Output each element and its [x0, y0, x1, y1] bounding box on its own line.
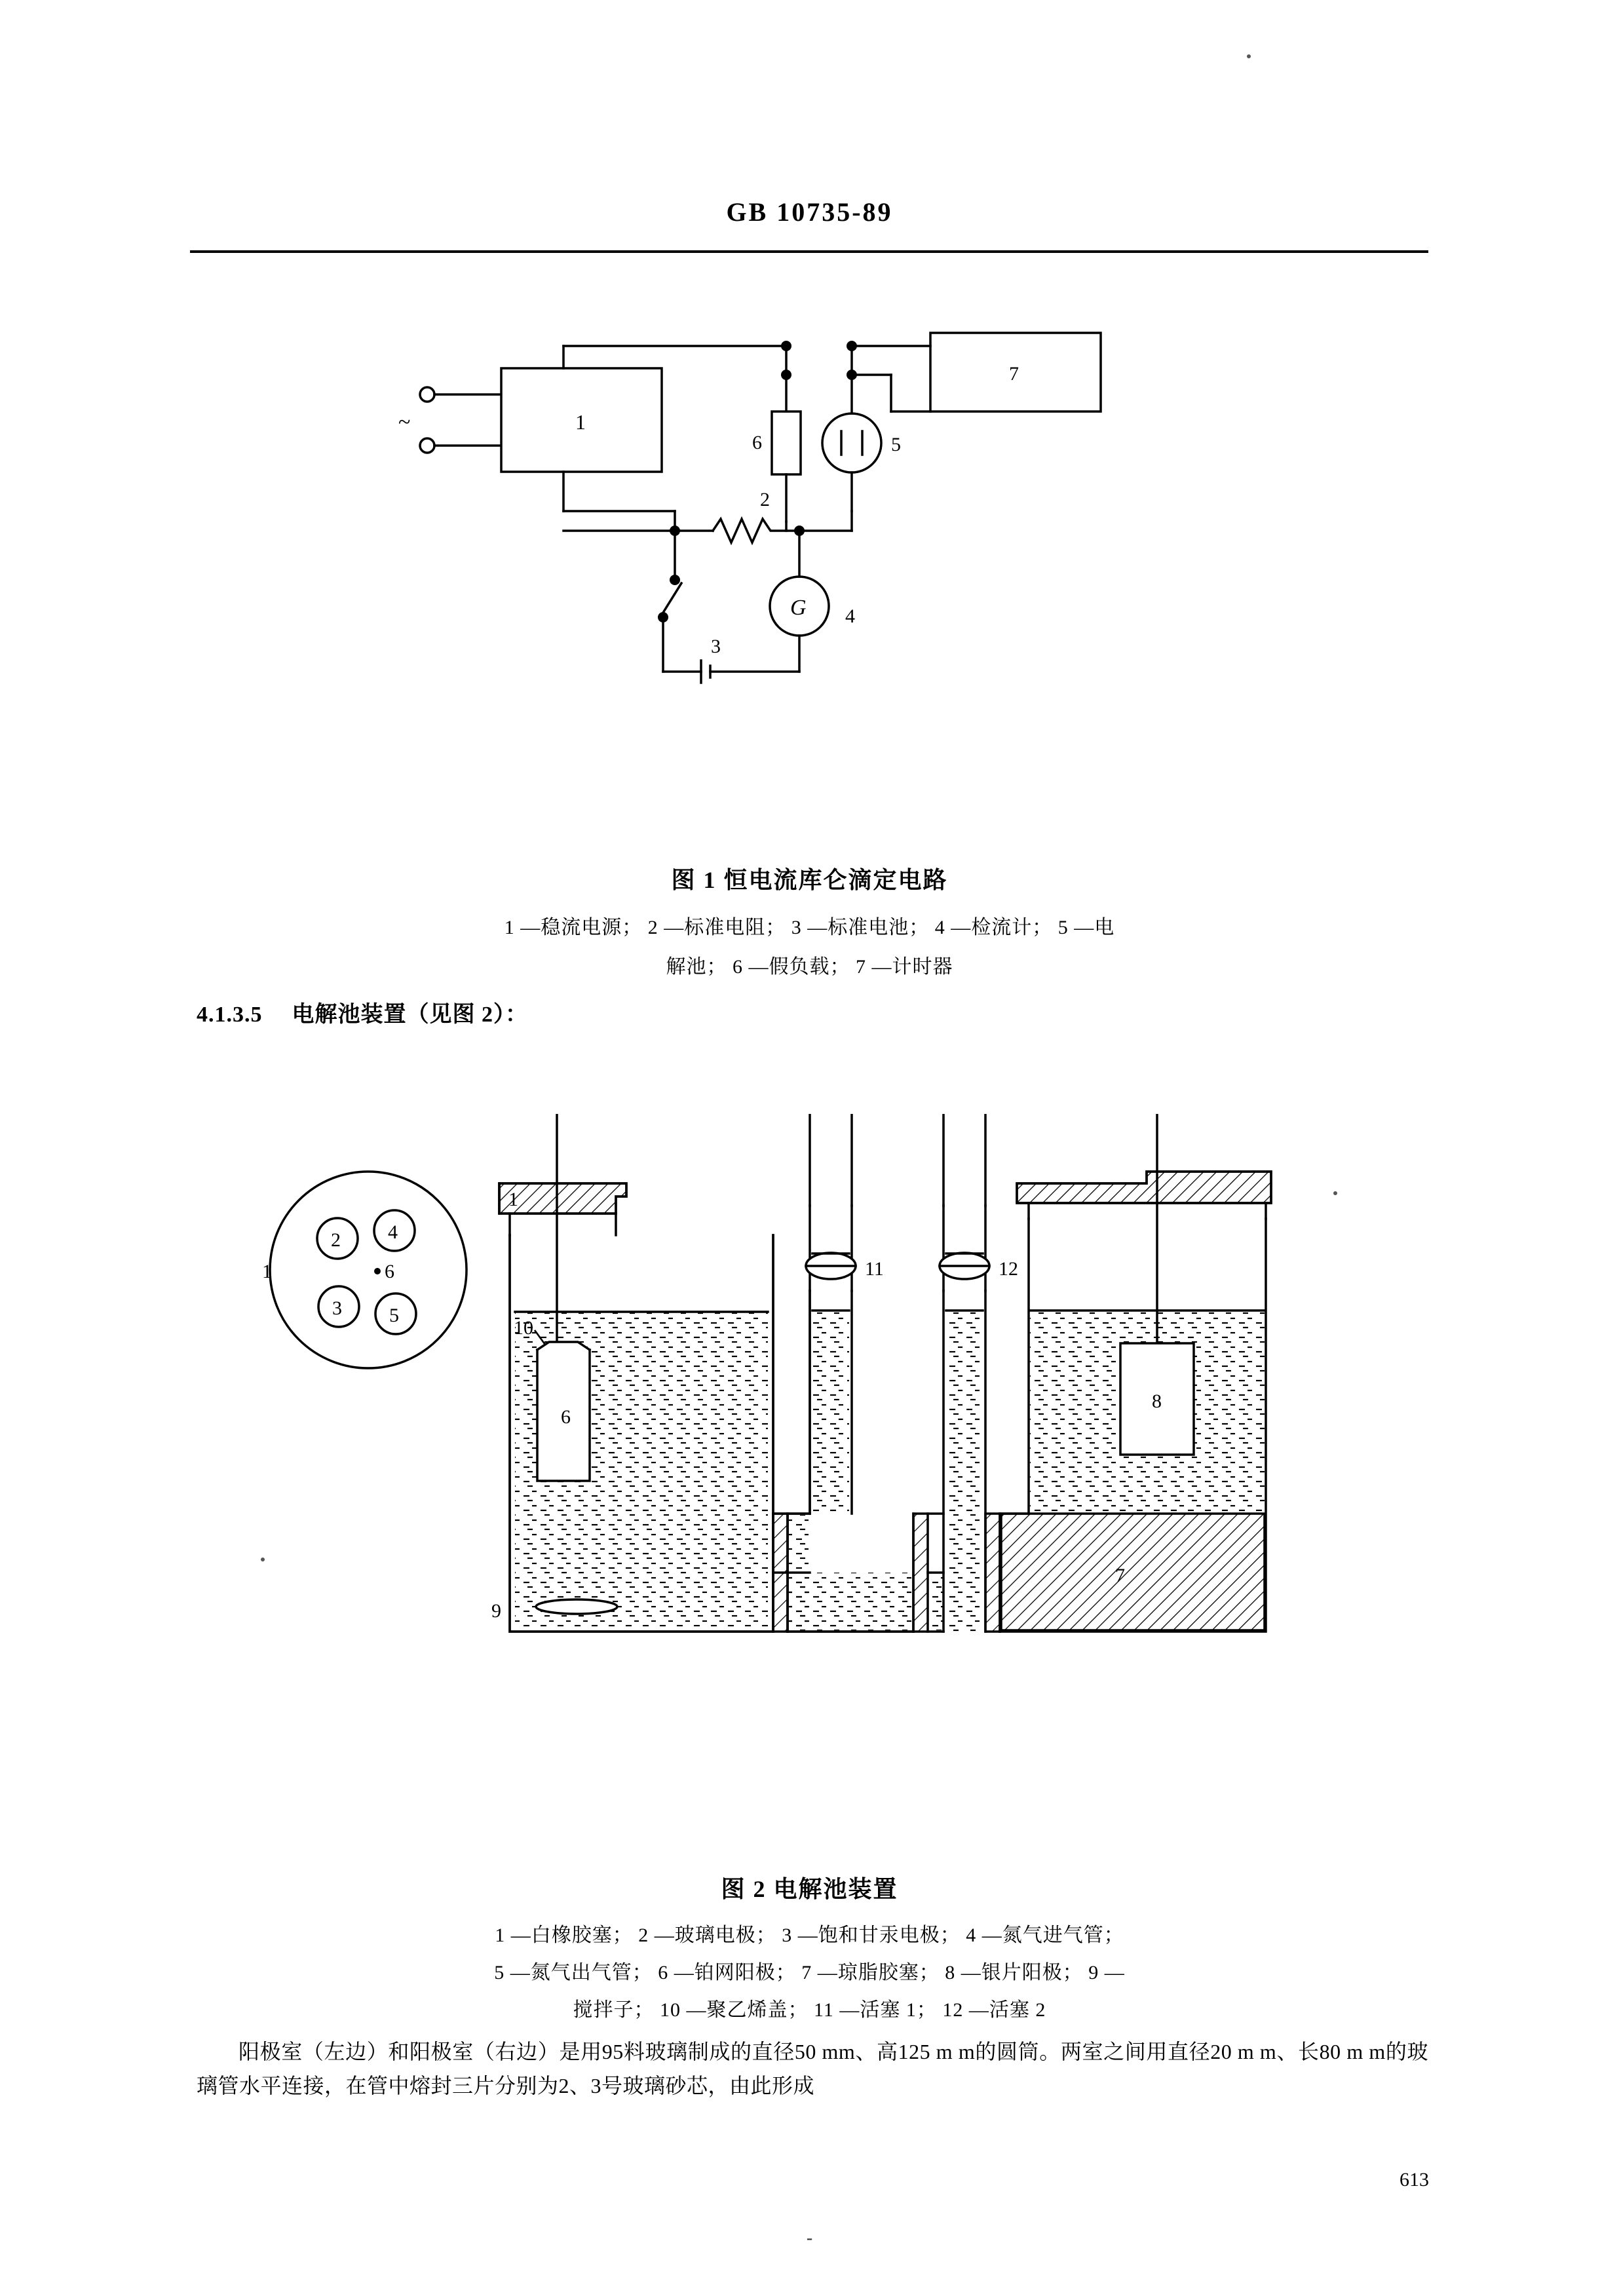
svg-text:4: 4	[845, 605, 855, 627]
svg-text:~: ~	[398, 410, 411, 434]
figure-1-circuit-diagram	[393, 315, 1245, 813]
section-heading	[197, 996, 528, 1028]
svg-text:1: 1	[508, 1189, 518, 1210]
header-rule	[190, 250, 1428, 253]
svg-text:6: 6	[561, 1406, 571, 1428]
figure-2-legend-line-3: 搅拌子； 10 —聚乙烯盖； 11 —活塞 1； 12 —活塞 2	[573, 1999, 1046, 2021]
figure-1-legend-line-2: 解池； 6 —假负载； 7 —计时器	[666, 956, 953, 978]
svg-text:9: 9	[491, 1600, 501, 1622]
figure-2-legend-line-2: 5 —氮气出气管； 6 —铂网阳极； 7 —琼脂胶塞； 8 —银片阳极； 9 —	[494, 1962, 1125, 1983]
svg-text:3: 3	[711, 636, 721, 657]
section-title: 电解池装置（见图 2）：	[292, 1003, 528, 1027]
footer-dash: -	[806, 2228, 813, 2248]
svg-text:6: 6	[385, 1261, 394, 1282]
standard-code-header: GB 10735-89	[726, 197, 893, 227]
svg-text:11: 11	[865, 1258, 884, 1280]
svg-text:3: 3	[332, 1297, 342, 1319]
svg-text:5: 5	[389, 1305, 399, 1326]
svg-text:2: 2	[760, 489, 770, 510]
svg-text:1: 1	[575, 410, 586, 434]
figure-1-caption: 图 1 恒电流库仑滴定电路	[671, 867, 948, 893]
figure-1-legend-line-1: 1 —稳流电源； 2 —标准电阻； 3 —标准电池； 4 —检流计； 5 —电	[504, 917, 1115, 938]
page-number: 613	[1400, 2169, 1429, 2191]
body-paragraph: 阳极室（左边）和阳极室（右边）是用95料玻璃制成的直径50 mm、高125 m m的圆筒。两室之间用直径20 m m、长80 m m的玻璃管水平连接，在管中熔封三片分别为2、3号玻璃砂芯，由此形成	[197, 2040, 1428, 2097]
svg-text:7: 7	[1009, 363, 1019, 385]
svg-text:2: 2	[331, 1229, 341, 1251]
svg-text:10: 10	[514, 1317, 533, 1339]
registration-dot-top	[1247, 54, 1251, 58]
svg-text:G: G	[790, 596, 807, 620]
svg-text:12: 12	[999, 1258, 1018, 1280]
svg-text:5: 5	[891, 434, 901, 455]
figure-2-electrolysis-cell	[249, 1114, 1402, 1828]
figure-2-legend-line-1: 1 —白橡胶塞； 2 —玻璃电极； 3 —饱和甘汞电极； 4 —氮气进气管；	[495, 1924, 1124, 1946]
svg-text:7: 7	[1115, 1565, 1125, 1586]
svg-text:1: 1	[262, 1261, 272, 1282]
svg-text:8: 8	[1152, 1390, 1162, 1412]
svg-text:6: 6	[752, 432, 762, 453]
svg-text:4: 4	[388, 1221, 398, 1243]
figure-2-caption: 图 2 电解池装置	[721, 1876, 898, 1902]
section-number: 4.1.3.5	[197, 1003, 263, 1027]
